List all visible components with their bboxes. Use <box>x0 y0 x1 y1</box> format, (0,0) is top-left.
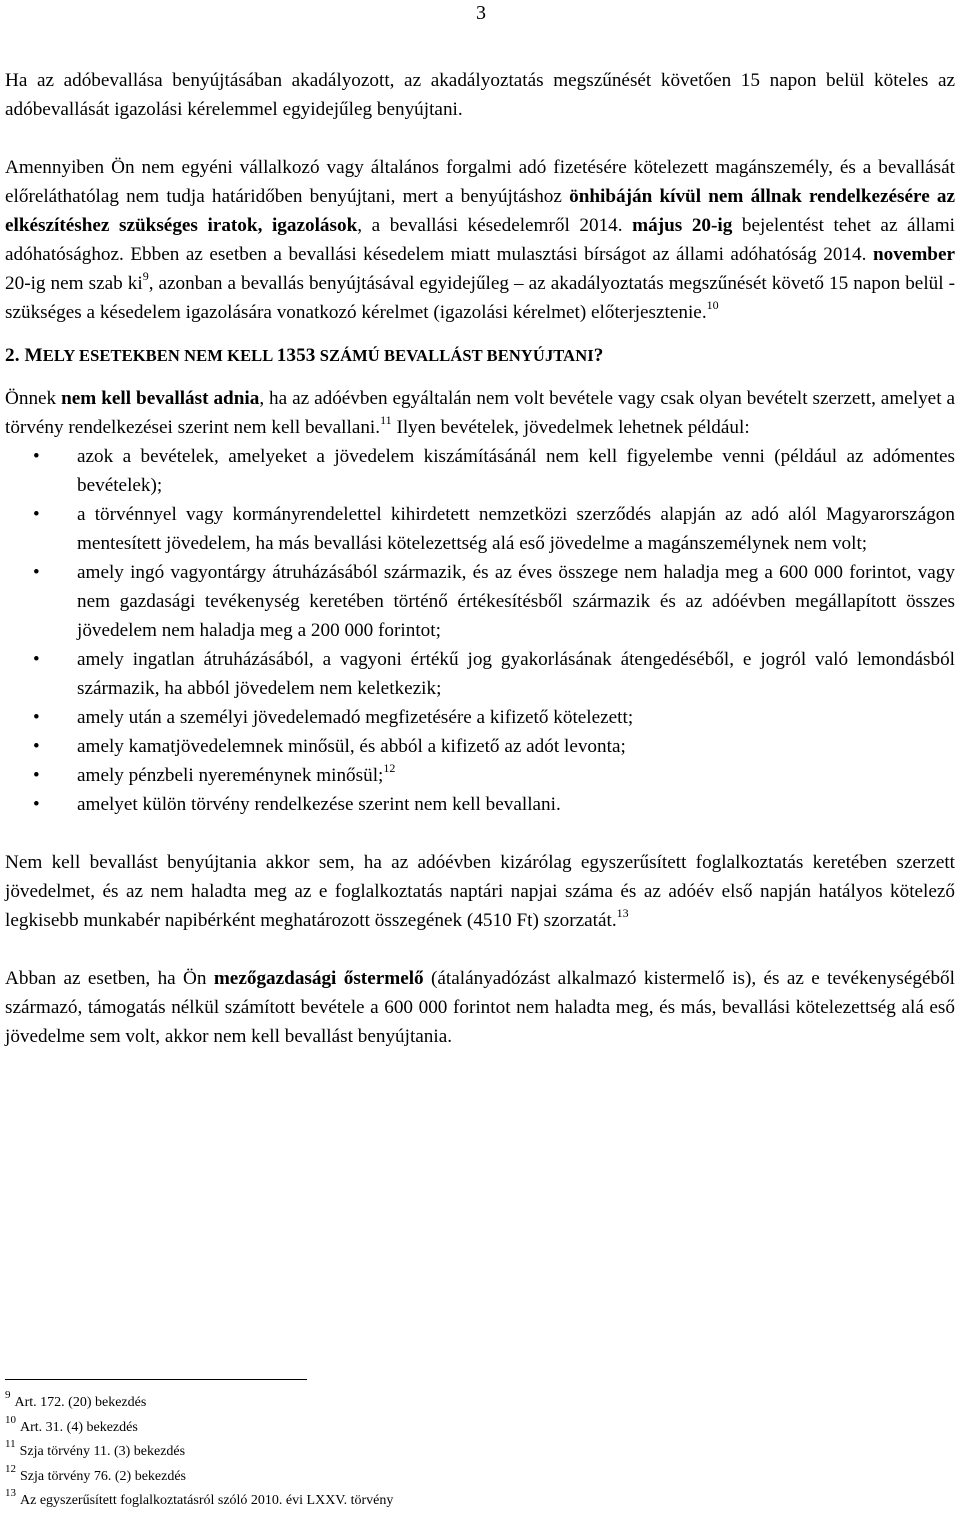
bullet-icon: • <box>33 736 40 757</box>
text: bejelentést tehet az állami adóhatósághoz. Ebben az esetben a bevallási késedelem miatt mulasztási bírságot az állami adóhatóság 2014. <box>5 215 955 265</box>
bullet-icon: • <box>33 765 40 786</box>
bold-text: önhibáján kívül nem állnak rendelkezésére az elkészítéshez szükséges iratok, igazolások <box>5 186 955 236</box>
bold-text: mezőgazdasági őstermelő <box>213 968 424 989</box>
footnote-ref: 10 <box>706 297 719 312</box>
list-item-text: azok a bevételek, amelyeket a jövedelem kiszámításánál nem kell figyelembe venni (például az adómentes bevételek); <box>77 446 955 496</box>
list-item-text: amelyet külön törvény rendelkezése szerint nem kell bevallani. <box>77 794 561 815</box>
bullet-list <box>5 442 955 819</box>
text: Abban az esetben, ha Ön <box>5 968 214 989</box>
bold-text: május 20-ig <box>632 215 733 236</box>
footnote-text: Art. 31. (4) bekezdés <box>20 1419 138 1435</box>
text: , azonban a bevallás benyújtásával egyidejűleg – az akadályoztatás megszűnését követő 15 napon belül - szükséges a késedelem igazolására vonatkozó kérelmet (igazolási kérelmet) előterjesztenie. <box>5 273 955 323</box>
page-number: 3 <box>476 2 486 24</box>
heading-text: 1353 <box>276 345 316 366</box>
footnote-number: 11 <box>5 1438 16 1451</box>
footnote-ref: 11 <box>380 412 392 427</box>
text: , a bevallási késedelemről 2014. <box>357 215 633 236</box>
footnote <box>5 1391 393 1416</box>
list-item-text: a törvénnyel vagy kormányrendelettel kihirdetett nemzetközi szerződés alapján az adó alól Magyarországon mentesített jövedelem, ha más bevallási kötelezettség alá eső jövedelme a magánszemélynek nem volt; <box>77 504 955 554</box>
list-item <box>5 500 955 558</box>
footnote <box>5 1489 393 1514</box>
footnote-ref: 12 <box>383 760 396 775</box>
heading-text: SZÁMÚ BEVALLÁST BENYÚJTANI <box>315 346 594 365</box>
bullet-icon: • <box>33 649 40 670</box>
footnote-text: Art. 172. (20) bekezdés <box>14 1395 147 1410</box>
footnote <box>5 1462 393 1490</box>
heading-text: ELY ESETEKBEN NEM KELL <box>42 346 277 365</box>
list-item <box>5 703 955 732</box>
paragraph-5 <box>5 964 955 1051</box>
paragraph-3 <box>5 384 955 442</box>
footnote-text: Szja törvény 11. (3) bekezdés <box>19 1444 186 1459</box>
section-heading <box>5 341 955 370</box>
list-item <box>5 790 955 819</box>
text: (átalányadózást alkalmazó kistermelő is), és az e tevékenységéből származó, támogatás nélkül számított bevétele a 600 000 forintot nem haladta meg, és más, bevallási kötelezettség alá eső jövedelme sem volt, akkor nem kell bevallást benyújtania. <box>5 968 955 1047</box>
footnote-divider <box>5 1379 307 1380</box>
footnote-ref: 9 <box>142 268 149 283</box>
list-item <box>5 558 955 645</box>
bullet-icon: • <box>33 794 40 815</box>
bold-text: nem kell bevallást adnia <box>61 388 260 409</box>
list-item-text: amely kamatjövedelemnek minősül, és abból a kifizető az adót levonta; <box>77 736 626 757</box>
paragraph-2 <box>5 153 955 327</box>
footnote <box>5 1440 393 1465</box>
text: Nem kell bevallást benyújtania akkor sem, ha az adóévben kizárólag egyszerűsített foglalkoztatás keretében szerzett jövedelmet, és az nem haladta meg az e foglalkoztatás naptári napjai száma és az adóév első napján hatályos kötelező legkisebb munkabér napibérként meghatározott összegének (4510 Ft) szorzatát. <box>5 852 955 931</box>
footnotes <box>5 1391 393 1514</box>
heading-text: ? <box>593 345 604 366</box>
footnote-number: 13 <box>5 1487 16 1500</box>
bullet-icon: • <box>33 707 40 728</box>
paragraph-4 <box>5 848 955 935</box>
list-item-text: amely pénzbeli nyereménynek minősül; <box>77 765 384 786</box>
footnote-number: 10 <box>5 1413 16 1426</box>
heading-number: 2. <box>5 345 25 366</box>
bullet-icon: • <box>33 504 40 525</box>
list-item-text: amely ingó vagyontárgy átruházásából származik, és az éves összege nem haladja meg a 600 000 forintot, vagy nem gazdasági tevékenység keretében történő értékesítésből származik és az adóévben megállapított összes jövedelem nem haladja meg a 200 000 forintot; <box>77 562 955 641</box>
list-item <box>5 732 955 761</box>
text: Önnek <box>5 388 62 409</box>
text: 20-ig nem szab ki <box>5 273 143 294</box>
list-item <box>5 442 955 500</box>
footnote-number: 12 <box>5 1462 16 1475</box>
footnote-number: 9 <box>5 1389 11 1402</box>
footnote-text: Az egyszerűsített foglalkoztatásról szóló 2010. évi LXXV. törvény <box>20 1493 394 1508</box>
document-body <box>5 66 955 1051</box>
list-item <box>5 645 955 703</box>
list-item-text: amely ingatlan átruházásából, a vagyoni értékű jog gyakorlásának átengedéséből, e jogról való lemondásból származik, ha abból jövedelem nem keletkezik; <box>77 649 955 699</box>
list-item-text: amely után a személyi jövedelemadó megfizetésére a kifizető kötelezett; <box>77 707 634 728</box>
bullet-icon: • <box>33 562 40 583</box>
bold-text: november <box>872 244 955 265</box>
footnote <box>5 1413 393 1441</box>
list-item <box>5 761 955 790</box>
heading-text: M <box>24 345 43 366</box>
text: , ha az adóévben egyáltalán nem volt bevétele vagy csak olyan bevételt szerzett, amelyet a törvény rendelkezései szerint nem kell bevallani. <box>5 388 955 438</box>
footnote-ref: 13 <box>616 905 629 920</box>
text: Amennyiben Ön nem egyéni vállalkozó vagy általános forgalmi adó fizetésére kötelezett magánszemély, és a bevallását előreláthatólag nem tudja határidőben benyújtani, mert a benyújtáshoz <box>5 157 955 207</box>
footnote-text: Szja törvény 76. (2) bekezdés <box>20 1468 186 1484</box>
bullet-icon: • <box>33 446 40 467</box>
paragraph-1: Ha az adóbevallása benyújtásában akadályozott, az akadályoztatás megszűnését követően 15 napon belül köteles az adóbevallását igazolási kérelemmel egyidejűleg benyújtani. <box>5 70 955 120</box>
text: Ilyen bevételek, jövedelmek lehetnek például: <box>391 417 750 438</box>
